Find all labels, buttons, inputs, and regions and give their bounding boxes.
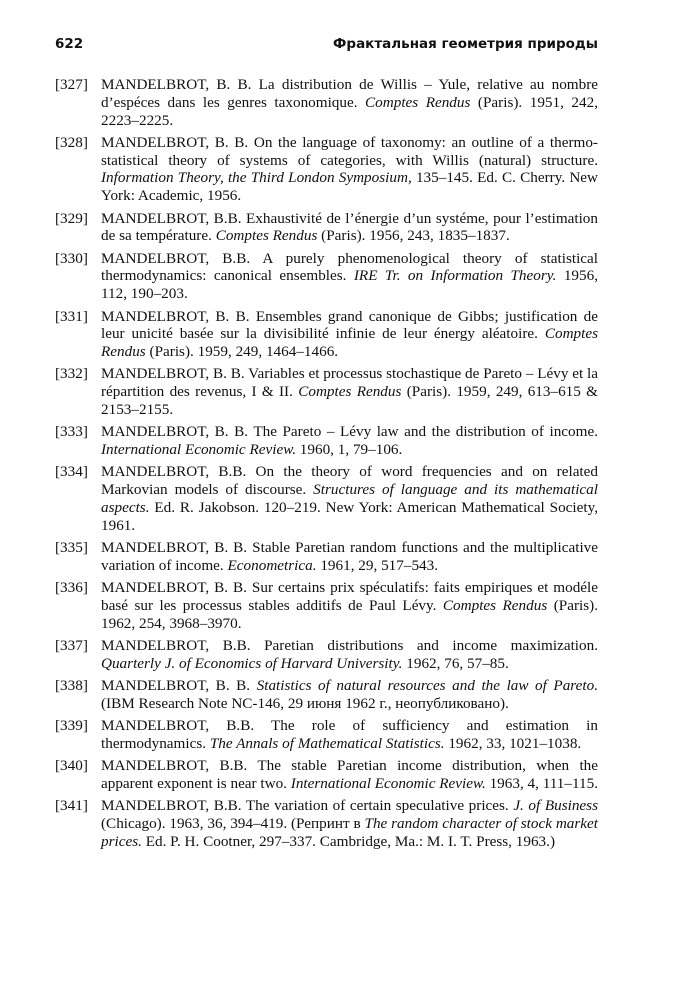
- reference-title-italic: Econometrica.: [227, 556, 317, 574]
- reference-number: [327]: [55, 76, 88, 93]
- reference-title-italic: International Economic Review.: [290, 775, 486, 793]
- reference-text: [101, 134, 598, 204]
- reference-text-part: MANDELBROT, B. B. Sur certains prix spéculatifs: faits empiriques et modéle basé sur les processus stables additifs de Paul Lévy.: [101, 579, 598, 615]
- reference-entry: [55, 797, 598, 850]
- reference-number: [331]: [55, 307, 88, 325]
- reference-text: [101, 797, 598, 850]
- reference-number: [339]: [55, 717, 88, 735]
- reference-entry: [55, 250, 598, 303]
- reference-text-part: Ed. R. Jakobson. 120–219. New York: American Mathematical Society, 1961.: [101, 499, 598, 534]
- reference-text: [101, 463, 598, 533]
- reference-text-part: MANDELBROT, B.B. Exhaustivité de l’énergie d’un systéme, pour l’estimation de sa température.: [101, 209, 598, 245]
- reference-text-part: 1962, 33, 1021–1038.: [444, 735, 582, 753]
- reference-entry: [55, 463, 598, 534]
- reference-text-part: MANDELBROT, B. B. La distribution de Willis – Yule, relative au nombre d’espéces dans les genres taxonomique.: [101, 76, 598, 111]
- reference-text-part: MANDELBROT, B. B. Variables et processus stochastique de Pareto – Lévy et la répartition des revenus, I & II.: [101, 365, 598, 401]
- reference-text-part: Ed. P. H. Cootner, 297–337. Cambridge, Ma.: M. I. T. Press, 1963.): [141, 833, 556, 851]
- reference-entry: [55, 76, 598, 129]
- reference-text-part: (Paris). 1956, 243, 1835–1837.: [317, 227, 510, 245]
- reference-number: [332]: [55, 365, 88, 383]
- reference-text-part: MANDELBROT, B.B. On the theory of word frequencies and on related Markovian models of discourse.: [101, 463, 598, 499]
- reference-text: [101, 677, 598, 712]
- reference-text-part: MANDELBROT, B. B. On the language of taxonomy: an outline of a thermo-statistical theory of systems of categories, with Willis (natural) structure.: [101, 133, 598, 169]
- reference-text-part: 1960, 1, 79–106.: [296, 441, 403, 459]
- reference-text-part: MANDELBROT, B.B. The variation of certain speculative prices.: [101, 797, 514, 815]
- reference-number: [335]: [55, 539, 88, 557]
- reference-title-italic: Comptes Rendus: [442, 597, 548, 615]
- reference-entry: [55, 365, 598, 418]
- reference-number: [328]: [55, 133, 88, 151]
- reference-entry: [55, 210, 598, 246]
- running-title: Фрактальная геометрия природы: [333, 36, 598, 52]
- reference-text: [101, 757, 598, 792]
- reference-title-italic: Structures of language and its mathematical aspects.: [101, 481, 598, 517]
- reference-entry: [55, 308, 598, 361]
- reference-text-part: 1956, 112, 190–203.: [101, 267, 599, 303]
- reference-text-part: 135–145. Ed. C. Cherry. New York: Academic, 1956.: [101, 169, 598, 205]
- reference-entry: [55, 134, 598, 205]
- reference-title-italic: Quarterly J. of Economics of Harvard University.: [101, 654, 403, 672]
- reference-entry: [55, 579, 598, 632]
- reference-entry: [55, 717, 598, 753]
- reference-entry: [55, 677, 598, 713]
- reference-text-part: MANDELBROT, B.B. A purely phenomenological theory of statistical thermodynamics: canonical ensembles.: [101, 249, 598, 285]
- reference-title-italic: J. of Business: [513, 797, 598, 815]
- reference-text: [101, 579, 598, 632]
- reference-text: [101, 308, 598, 361]
- reference-text: [101, 717, 598, 752]
- reference-entry: [55, 637, 598, 673]
- reference-list: [55, 76, 598, 851]
- reference-text-part: 1961, 29, 517–543.: [316, 556, 439, 574]
- reference-text-part: MANDELBROT, B.B. Paretian distributions and income maximization.: [101, 637, 598, 655]
- reference-number: [338]: [55, 677, 88, 695]
- reference-number: [336]: [55, 579, 88, 597]
- reference-number: [340]: [55, 757, 88, 775]
- reference-title-italic: Comptes Rendus: [298, 383, 402, 401]
- reference-text: [101, 539, 598, 574]
- reference-text-part: MANDELBROT, B. B.: [101, 677, 257, 695]
- reference-text-part: MANDELBROT, B. B. The Pareto – Lévy law and the distribution of income.: [101, 423, 598, 441]
- reference-title-italic: Statistics of natural resources and the law of Pareto.: [256, 677, 598, 695]
- reference-text-part: (Paris). 1959, 249, 613–615 & 2153–2155.: [101, 383, 598, 419]
- reference-title-italic: Information Theory, the Third London Symposium,: [101, 169, 412, 187]
- reference-entry: [55, 423, 598, 459]
- reference-title-italic: International Economic Review.: [101, 441, 296, 459]
- reference-text-part: (IBM Research Note NC-146, 29 июня 1962 г., неопубликовано).: [101, 695, 509, 712]
- reference-text: [101, 210, 598, 245]
- reference-title-italic: The Annals of Mathematical Statistics.: [209, 735, 445, 753]
- reference-text-part: (Paris). 1959, 249, 1464–1466.: [145, 343, 339, 361]
- reference-number: [330]: [55, 249, 88, 267]
- reference-text-part: (Chicago). 1963, 36, 394–419. (Репринт в: [101, 815, 365, 833]
- reference-text-part: MANDELBROT, B. B. Stable Paretian random functions and the multiplicative variation of income.: [101, 539, 598, 574]
- reference-text-part: (Paris). 1951, 242, 2223–2225.: [101, 93, 598, 129]
- reference-text: [101, 365, 598, 418]
- reference-title-italic: Comptes Rendus: [101, 325, 598, 361]
- reference-title-italic: IRE Tr. on Information Theory.: [353, 267, 557, 285]
- reference-text-part: 1963, 4, 111–115.: [485, 775, 598, 793]
- reference-text: [101, 76, 598, 129]
- reference-number: [337]: [55, 637, 88, 655]
- reference-number: [329]: [55, 209, 88, 227]
- reference-text-part: MANDELBROT, B.B. The role of sufficiency and estimation in thermodynamics.: [101, 717, 598, 753]
- reference-entry: [55, 757, 598, 793]
- reference-text: [101, 637, 598, 672]
- reference-text-part: MANDELBROT, B. B. Ensembles grand canonique de Gibbs; justification de leur unicité basée sur la divisibilité infinie de leur énergy aléatoire.: [101, 307, 598, 343]
- page-number: 622: [55, 36, 84, 52]
- reference-title-italic: Comptes Rendus: [365, 93, 471, 111]
- reference-text: [101, 250, 598, 303]
- reference-number: [341]: [55, 797, 88, 815]
- reference-title-italic: The random character of stock market prices.: [101, 815, 598, 851]
- reference-text-part: (Paris). 1962, 254, 3968–3970.: [101, 597, 599, 632]
- reference-entry: [55, 539, 598, 575]
- reference-title-italic: Comptes Rendus: [215, 227, 318, 245]
- reference-text-part: 1962, 76, 57–85.: [402, 654, 509, 672]
- reference-number: [333]: [55, 423, 88, 441]
- reference-number: [334]: [55, 463, 88, 481]
- reference-text-part: MANDELBROT, B.B. The stable Paretian income distribution, when the apparent exponent is near two.: [101, 757, 598, 793]
- reference-text: [101, 423, 598, 458]
- page-header: [55, 36, 598, 54]
